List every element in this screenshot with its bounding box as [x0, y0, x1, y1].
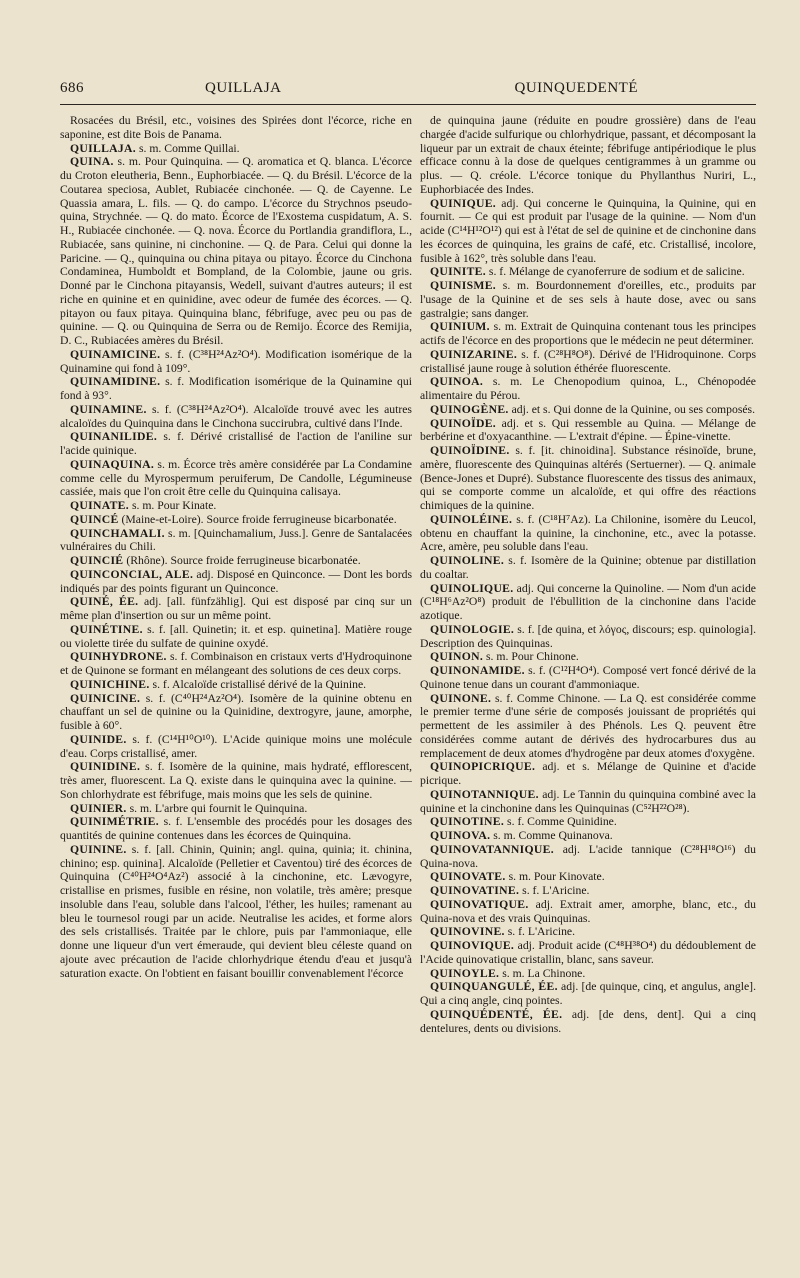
entry-text: adj. L'acide tannique (C²⁸H¹⁸O¹⁶) du Quina-nova.: [420, 842, 756, 870]
entry-text: s. f. (C²⁸H⁸O⁸). Dérivé de l'Hidroquinone. Corps cristallisé jaune rouge à solution éthérée fluorescente.: [420, 347, 756, 375]
entry-headword: QUINISME.: [430, 279, 497, 292]
entry-text: s. m. Pour Kinate.: [129, 499, 217, 512]
entry-text: de quinquina jaune (réduite en poudre grossière) dans de l'eau chargée d'acide sulfurique ou chlorhydrique, passant, et décomposant la liqueur par un extrait de chaux éteinte; fébrifuge antipériodique le plus efficace connu à la dose de quelques centigrammes à un gramme ou plus. — Q. créole. L'écorce tonique du Phyllanthus Nuriri, L., Euphorbiacée des Indes.: [420, 114, 756, 196]
entry-text: adj. Qui concerne la Quinoline. — Nom d'un acide (C¹⁸H⁶Az²O⁸) produit de l'ébullition de la cinchonine dans l'acide azotique.: [420, 581, 756, 622]
right-column: [420, 114, 756, 1035]
entry-text: s. f. (C¹⁸H⁷Az). La Chilonine, isomère du Leucol, obtenu en chauffant la quinine, la cinchonine, etc., avec la potasse. Acre, amère, peu soluble dans l'eau.: [420, 512, 756, 554]
entry-headword: QUINOÏDE.: [430, 416, 497, 430]
entry-text: s. f. L'Aricine.: [519, 884, 590, 897]
dictionary-entry: [420, 348, 756, 376]
entry-headword: QUINITE.: [430, 265, 486, 279]
dictionary-entry: [420, 692, 756, 761]
dictionary-entry: [420, 582, 756, 623]
dictionary-entry: [420, 898, 756, 926]
entry-headword: QUINOLIQUE.: [430, 581, 514, 595]
entry-text: s. f. L'ensemble des procédés pour les dosages des quantités de quinine contenues dans les écorces de Quinquina.: [60, 815, 412, 842]
dictionary-entry: [60, 513, 412, 527]
dictionary-entry: [60, 843, 412, 981]
dictionary-entry: [60, 623, 412, 651]
entry-headword: QUINAMIDINE.: [70, 375, 161, 389]
entry-headword: QUINIDE.: [70, 732, 127, 746]
entry-headword: QUINON.: [430, 650, 484, 664]
dictionary-entry: [420, 760, 756, 788]
entry-headword: QUINAMINE.: [70, 402, 147, 416]
dictionary-entry: [60, 499, 412, 513]
dictionary-entry: [420, 114, 756, 197]
entry-headword: QUINCIÉ: [70, 554, 124, 567]
dictionary-entry: [60, 650, 412, 678]
entry-text: s. m. Pour Quinquina. — Q. aromatica et Q. blanca. L'écorce du Croton eleutheria, Benn., Euphorbiacée. — Q. du Brésil. L'écorce de la Coutarea speciosa, Aublet, Rubiacée cinchonée. — Q. de Cayenne. Le Quassia amara, L. fils. — Q. do campo. L'écorce du Strychnos pseudo-quina, Strychnée. — Q. do mato. Écorce de l'Exostema cuspidatum, A. S. H., Rubiacée cinchonée. — Q. nova. Écorce du Portlandia grandiflora, L., Rubiacée, sans quinine, ni cinchonine. — Q. de Para. Celui qui donne la Paricine. — Q., quinquina ou china pitaya ou pitayo. Écorce du Cinchona Condaminea, Humboldt et Bompland, de la Colombie, jaune ou gris. Donné par le Cinchona pitayansis, Wedell, suivant d'autres auteurs; il est riche en quinine et en quinidine, avec odeur de fumée des écorces. — Q. pitayon ou faux pitaya. Quinquina blanc, fébrifuge, avec peu ou pas de quinine. — Q. ou Quinquina de Serra ou de Remijo. Écorce des Remijia, D. C., Rubiacées amères du Brésil.: [60, 155, 412, 347]
dictionary-entry: [420, 444, 756, 513]
entry-headword: QUINIDINE.: [70, 760, 141, 774]
dictionary-entry: [60, 595, 412, 623]
entry-headword: QUINCONCIAL, ALE.: [70, 567, 194, 581]
entry-headword: QUINIMÉTRIE.: [70, 815, 159, 829]
entry-headword: QUINA.: [70, 155, 114, 169]
entry-headword: QUINANILIDE.: [70, 430, 158, 444]
entry-text: s. m. Extrait de Quinquina contenant tous les principes actifs de l'écorce en des proportions que le médecin ne peut déterminer.: [420, 320, 756, 347]
entry-headword: QUINIQUE.: [430, 196, 497, 210]
entry-headword: QUINOTANNIQUE.: [430, 787, 539, 801]
entry-headword: QUINOVATE.: [430, 870, 506, 884]
entry-headword: QUINOLÉINE.: [430, 512, 513, 526]
entry-text: s. f. (C¹²H⁴O⁴). Composé vert foncé dérivé de la Quinone tenue dans un courant d'ammoniaque.: [420, 664, 756, 691]
dictionary-entry: [60, 142, 412, 156]
entry-text: adj. et s. Mélange de Quinine et d'acide picrique.: [420, 760, 756, 787]
dictionary-entry: [60, 155, 412, 348]
entry-headword: QUINÉ, ÉE.: [70, 595, 139, 609]
entry-headword: QUINOLINE.: [430, 554, 505, 567]
dictionary-entry: [420, 664, 756, 692]
dictionary-entry: [60, 692, 412, 733]
entry-text: s. f. Alcaloïde cristallisé dérivé de la Quinine.: [149, 677, 367, 691]
entry-text: s. m. Comme Quillai.: [136, 141, 240, 155]
dictionary-entry: [420, 925, 756, 939]
entry-text: s. f. Modification isomérique de la Quinamine qui fond à 93°.: [60, 375, 412, 402]
dictionary-entry: [420, 554, 756, 582]
entry-headword: QUINIUM.: [430, 320, 490, 334]
entry-text: s. m. Comme Quinanova.: [490, 829, 613, 842]
dictionary-entry: [420, 197, 756, 266]
entry-text: adj. Extrait amer, amorphe, blanc, etc., du Quina-nova et des vrais Quinquinas.: [420, 897, 756, 925]
entry-headword: QUINOVATANNIQUE.: [430, 842, 554, 856]
entry-headword: QUINIER.: [70, 801, 127, 815]
page-number: 686: [60, 80, 84, 96]
entry-text: s. m. La Chinone.: [499, 966, 586, 980]
dictionary-entry: [420, 815, 756, 829]
dictionary-entry: [420, 265, 756, 279]
entry-text: s. f. Combinaison en cristaux verts d'Hydroquinone et de Quinone se formant en mélangeant des solutions de ces deux corps.: [60, 650, 412, 677]
entry-headword: QUILLAJA.: [70, 141, 137, 155]
dictionary-entry: [420, 843, 756, 871]
entry-headword: QUINICINE.: [70, 691, 141, 705]
entry-headword: QUINOÏDINE.: [430, 444, 510, 457]
entry-headword: QUININE.: [70, 842, 127, 856]
dictionary-entry: [420, 403, 756, 417]
dictionary-entry: [420, 623, 756, 651]
dictionary-entry: [60, 348, 412, 376]
left-column: [60, 114, 412, 980]
dictionary-entry: [420, 870, 756, 884]
entry-text: s. f. Comme Chinone. — La Q. est considérée comme le premier terme d'une série de composés jouissant de propriétés qui permettent de les assimiler à des Phénols. Les Q. peuvent être considérées comme autant de dérivés des hydrocarbures dus au remplacement de deux atomes d'hydrogène par deux atomes d'oxygène.: [420, 691, 756, 760]
dictionary-entry: [60, 375, 412, 403]
entry-text: adj. Qui concerne le Quinquina, la Quinine, qui en fournit. — Ce qui est produit par l'usage de la quinine. — Nom d'un acide (C¹⁴H¹²O¹²) qui est à l'état de sel de quinine et de cinchonine dans les écorces de quinquina, les grains de café, etc. Cristallisé, incolore, fusible à 162°, très soluble dans l'eau.: [420, 196, 756, 265]
dictionary-entry: [60, 568, 412, 596]
entry-headword: QUINOVINE.: [430, 925, 505, 939]
entry-text: (Maine-et-Loire). Source froide ferrugineuse bicarbonatée.: [118, 512, 397, 526]
entry-headword: QUINOGÈNE.: [430, 402, 509, 416]
entry-text: s. f. [it. chinoidina]. Substance résinoïde, brune, amère, fluorescente des Quinquinas altérés (Sertuerner). — Q. animale (Bence-Jones et Dupré). Substance fluorescente des tissus des animaux, qui se comporte comme un alcaloïde, et qui offre des réactions chimiques de la quinine.: [420, 444, 756, 512]
dictionary-entry: [420, 417, 756, 445]
dictionary-entry: [420, 939, 756, 967]
dictionary-entry: [60, 678, 412, 692]
entry-headword: QUINOVIQUE.: [430, 939, 515, 952]
dictionary-entry: [60, 114, 412, 142]
dictionary-entry: [60, 815, 412, 843]
entry-text: (Rhône). Source froide ferrugineuse bicarbonatée.: [123, 554, 361, 567]
dictionary-entry: [420, 650, 756, 664]
entry-headword: QUINONAMIDE.: [430, 664, 525, 677]
entry-text: s. m. Bourdonnement d'oreilles, etc., produits par l'usage de la Quinine et de ses sels à haute dose, avec ou sans gastralgie; sans danger.: [420, 279, 756, 320]
entry-headword: QUINQUÉDENTÉ, ÉE.: [430, 1007, 563, 1021]
entry-headword: QUINAMICINE.: [70, 347, 161, 361]
dictionary-entry: [420, 513, 756, 554]
entry-headword: QUINICHINE.: [70, 677, 150, 691]
dictionary-entry: [60, 554, 412, 568]
entry-headword: QUINOLOGIE.: [430, 622, 515, 636]
dictionary-entry: [60, 733, 412, 761]
dictionary-entry: [60, 527, 412, 555]
entry-headword: QUINOPICRIQUE.: [430, 760, 536, 774]
entry-headword: QUINHYDRONE.: [70, 650, 167, 664]
entry-headword: QUINIZARINE.: [430, 347, 518, 361]
dictionary-entry: [420, 829, 756, 843]
entry-headword: QUINOVATINE.: [430, 884, 520, 897]
dictionary-entry: [60, 802, 412, 816]
entry-headword: QUINCÉ: [70, 512, 119, 526]
entry-headword: QUINQUANGULÉ, ÉE.: [430, 980, 558, 994]
entry-headword: QUINATE.: [70, 499, 130, 512]
running-head-right: QUINQUEDENTÉ: [514, 80, 638, 96]
entry-text: adj. Disposé en Quinconce. — Dont les bords indiqués par des points figurant un Quinconce.: [60, 567, 412, 595]
entry-text: s. m. Écorce très amère considérée par La Condamine comme celle du Myrospermum peruiferum, De Candolle, Légumineuse cassiée, mais que l'on croit être celle du Quinquina calisaya.: [60, 457, 412, 499]
dictionary-entry: [420, 279, 756, 320]
dictionary-entry: [420, 375, 756, 403]
dictionary-entry: [420, 967, 756, 981]
header-rule: [60, 104, 756, 105]
entry-headword: QUINAQUINA.: [70, 457, 155, 471]
entry-text: s. f. L'Aricine.: [504, 925, 576, 939]
entry-text: adj. Le Tannin du quinquina combiné avec la quinine et la cinchonine dans les Quinquinas (C⁵²H²²O²⁸).: [420, 787, 756, 815]
dictionary-entry: [420, 788, 756, 816]
entry-text: adj. et s. Qui donne de la Quinine, ou ses composés.: [508, 402, 756, 416]
entry-text: s. f. Dérivé cristallisé de l'action de l'aniline sur l'acide quinique.: [60, 430, 412, 457]
dictionary-entry: [60, 760, 412, 801]
entry-text: s. f. [all. Quinetin; it. et esp. quinetina]. Matière rouge ou violette tirée du sulfate de quinine oxydé.: [60, 622, 412, 650]
entry-text: s. m. Le Chenopodium quinoa, L., Chénopodée alimentaire du Pérou.: [420, 375, 756, 402]
entry-headword: QUINCHAMALI.: [70, 526, 165, 540]
entry-headword: QUINONE.: [430, 691, 492, 705]
dictionary-entry: [420, 980, 756, 1008]
entry-text: s. f. Comme Quinidine.: [504, 815, 617, 829]
entry-text: s. f. Isomère de la Quinine; obtenue par distillation du coaltar.: [420, 554, 756, 581]
entry-text: Rosacées du Brésil, etc., voisines des Spirées dont l'écorce, riche en saponine, est dite Bois de Panama.: [60, 114, 412, 141]
entry-headword: QUINÉTINE.: [70, 622, 143, 636]
entry-text: s. m. [Quinchamalium, Juss.]. Genre de Santalacées vulnéraires du Chili.: [60, 526, 412, 554]
entry-text: adj. Produit acide (C⁴⁸H³⁸O⁴) du dédoublement de l'Acide quinovatique cristallin, blanc, sans saveur.: [420, 939, 756, 966]
dictionary-entry: [60, 458, 412, 499]
entry-text: s. f. Mélange de cyanoferrure de sodium et de salicine.: [485, 265, 745, 279]
entry-text: s. m. Pour Kinovate.: [505, 870, 605, 884]
dictionary-entry: [60, 430, 412, 458]
entry-text: s. f. (C³⁸H²⁴Az²O⁴). Modification isomérique de la Quinamine qui fond à 109°.: [60, 347, 412, 375]
entry-text: s. f. (C⁴⁰H²⁴Az²O⁴). Isomère de la quinine obtenu en chauffant un sel de quinine ou la Quinidine, dextrogyre, jaune, amorphe, fusible à 60°.: [60, 691, 412, 732]
entry-headword: QUINOA.: [430, 375, 484, 389]
entry-text: s. f. [de quina, et λόγος, discours; esp. quinologia]. Description des Quinquinas.: [420, 622, 756, 650]
dictionary-entry: [420, 884, 756, 898]
entry-headword: QUINOVA.: [430, 829, 491, 842]
entry-headword: QUINOVATIQUE.: [430, 897, 529, 911]
entry-text: adj. [de quinque, cinq, et angulus, angle]. Qui a cinq angle, cinq pointes.: [420, 980, 756, 1007]
entry-text: s. f. Isomère de la quinine, mais hydraté, efflorescent, très amer, fluorescent. La Q. existe dans le quinquina avec la quinine. — Son chlorhydrate est fébrifuge, mais moins que les sels de quinine.: [60, 760, 412, 801]
dictionary-entry: [420, 320, 756, 348]
entry-text: s. f. (C¹⁴H¹⁰O¹⁰). L'Acide quinique moins une molécule d'eau. Corps cristallisé, amer.: [60, 732, 412, 760]
dictionary-entry: [60, 403, 412, 431]
entry-text: s. f. (C³⁸H²⁴Az²O⁴). Alcaloïde trouvé avec les autres alcaloïdes du Quinquina dans le Cinchona succirubra, cultivé dans l'Inde.: [60, 402, 412, 430]
entry-text: adj. [all. fünfzählig]. Qui est disposé par cinq sur un même plan d'insertion ou sur un même point.: [60, 595, 413, 622]
entry-text: adj. et s. Qui ressemble au Quina. — Mélange de berbérine et d'oxyacanthine. — L'extrait d'épine. — Épine-vinette.: [420, 416, 756, 444]
dictionary-entry: [420, 1008, 756, 1036]
entry-headword: QUINOYLE.: [430, 966, 500, 980]
entry-headword: QUINOTINE.: [430, 815, 505, 829]
entry-text: s. m. Pour Chinone.: [483, 650, 579, 664]
entry-text: adj. [de dens, dent]. Qui a cinq dentelures, dents ou divisions.: [420, 1007, 756, 1035]
page-header: [60, 80, 756, 102]
entry-text: s. f. [all. Chinin, Quinin; angl. quina, quinia; it. chinina, chinino; esp. quinina]. Alcaloïde (Pelletier et Caventou) tiré des écorces de Quinquina (C⁴⁰H²⁴O⁴Az²) associé à la cinchonine, etc. Lævogyre, cristallise en prismes, fusible en résine, non volatile, très amère; presque insoluble dans l'eau, soluble dans l'alcool, l'éther, les huiles; ramenant au bleu le tournesol rougi par un acide. Neutralise les acides, et forme alors des sels cristallisés. Traitée par le chlore, puis par l'ammoniaque, elle donne une liqueur d'un vert émeraude, qui devient bleu céleste quand on ajoute avec précaution de l'acide chlorhydrique étendu d'eau et jusqu'à saturation exacte. On l'obtient en faisant bouillir convenablement l'écorce: [60, 842, 412, 980]
running-head-left: QUILLAJA: [205, 80, 282, 96]
entry-text: s. m. L'arbre qui fournit le Quinquina.: [126, 801, 308, 815]
